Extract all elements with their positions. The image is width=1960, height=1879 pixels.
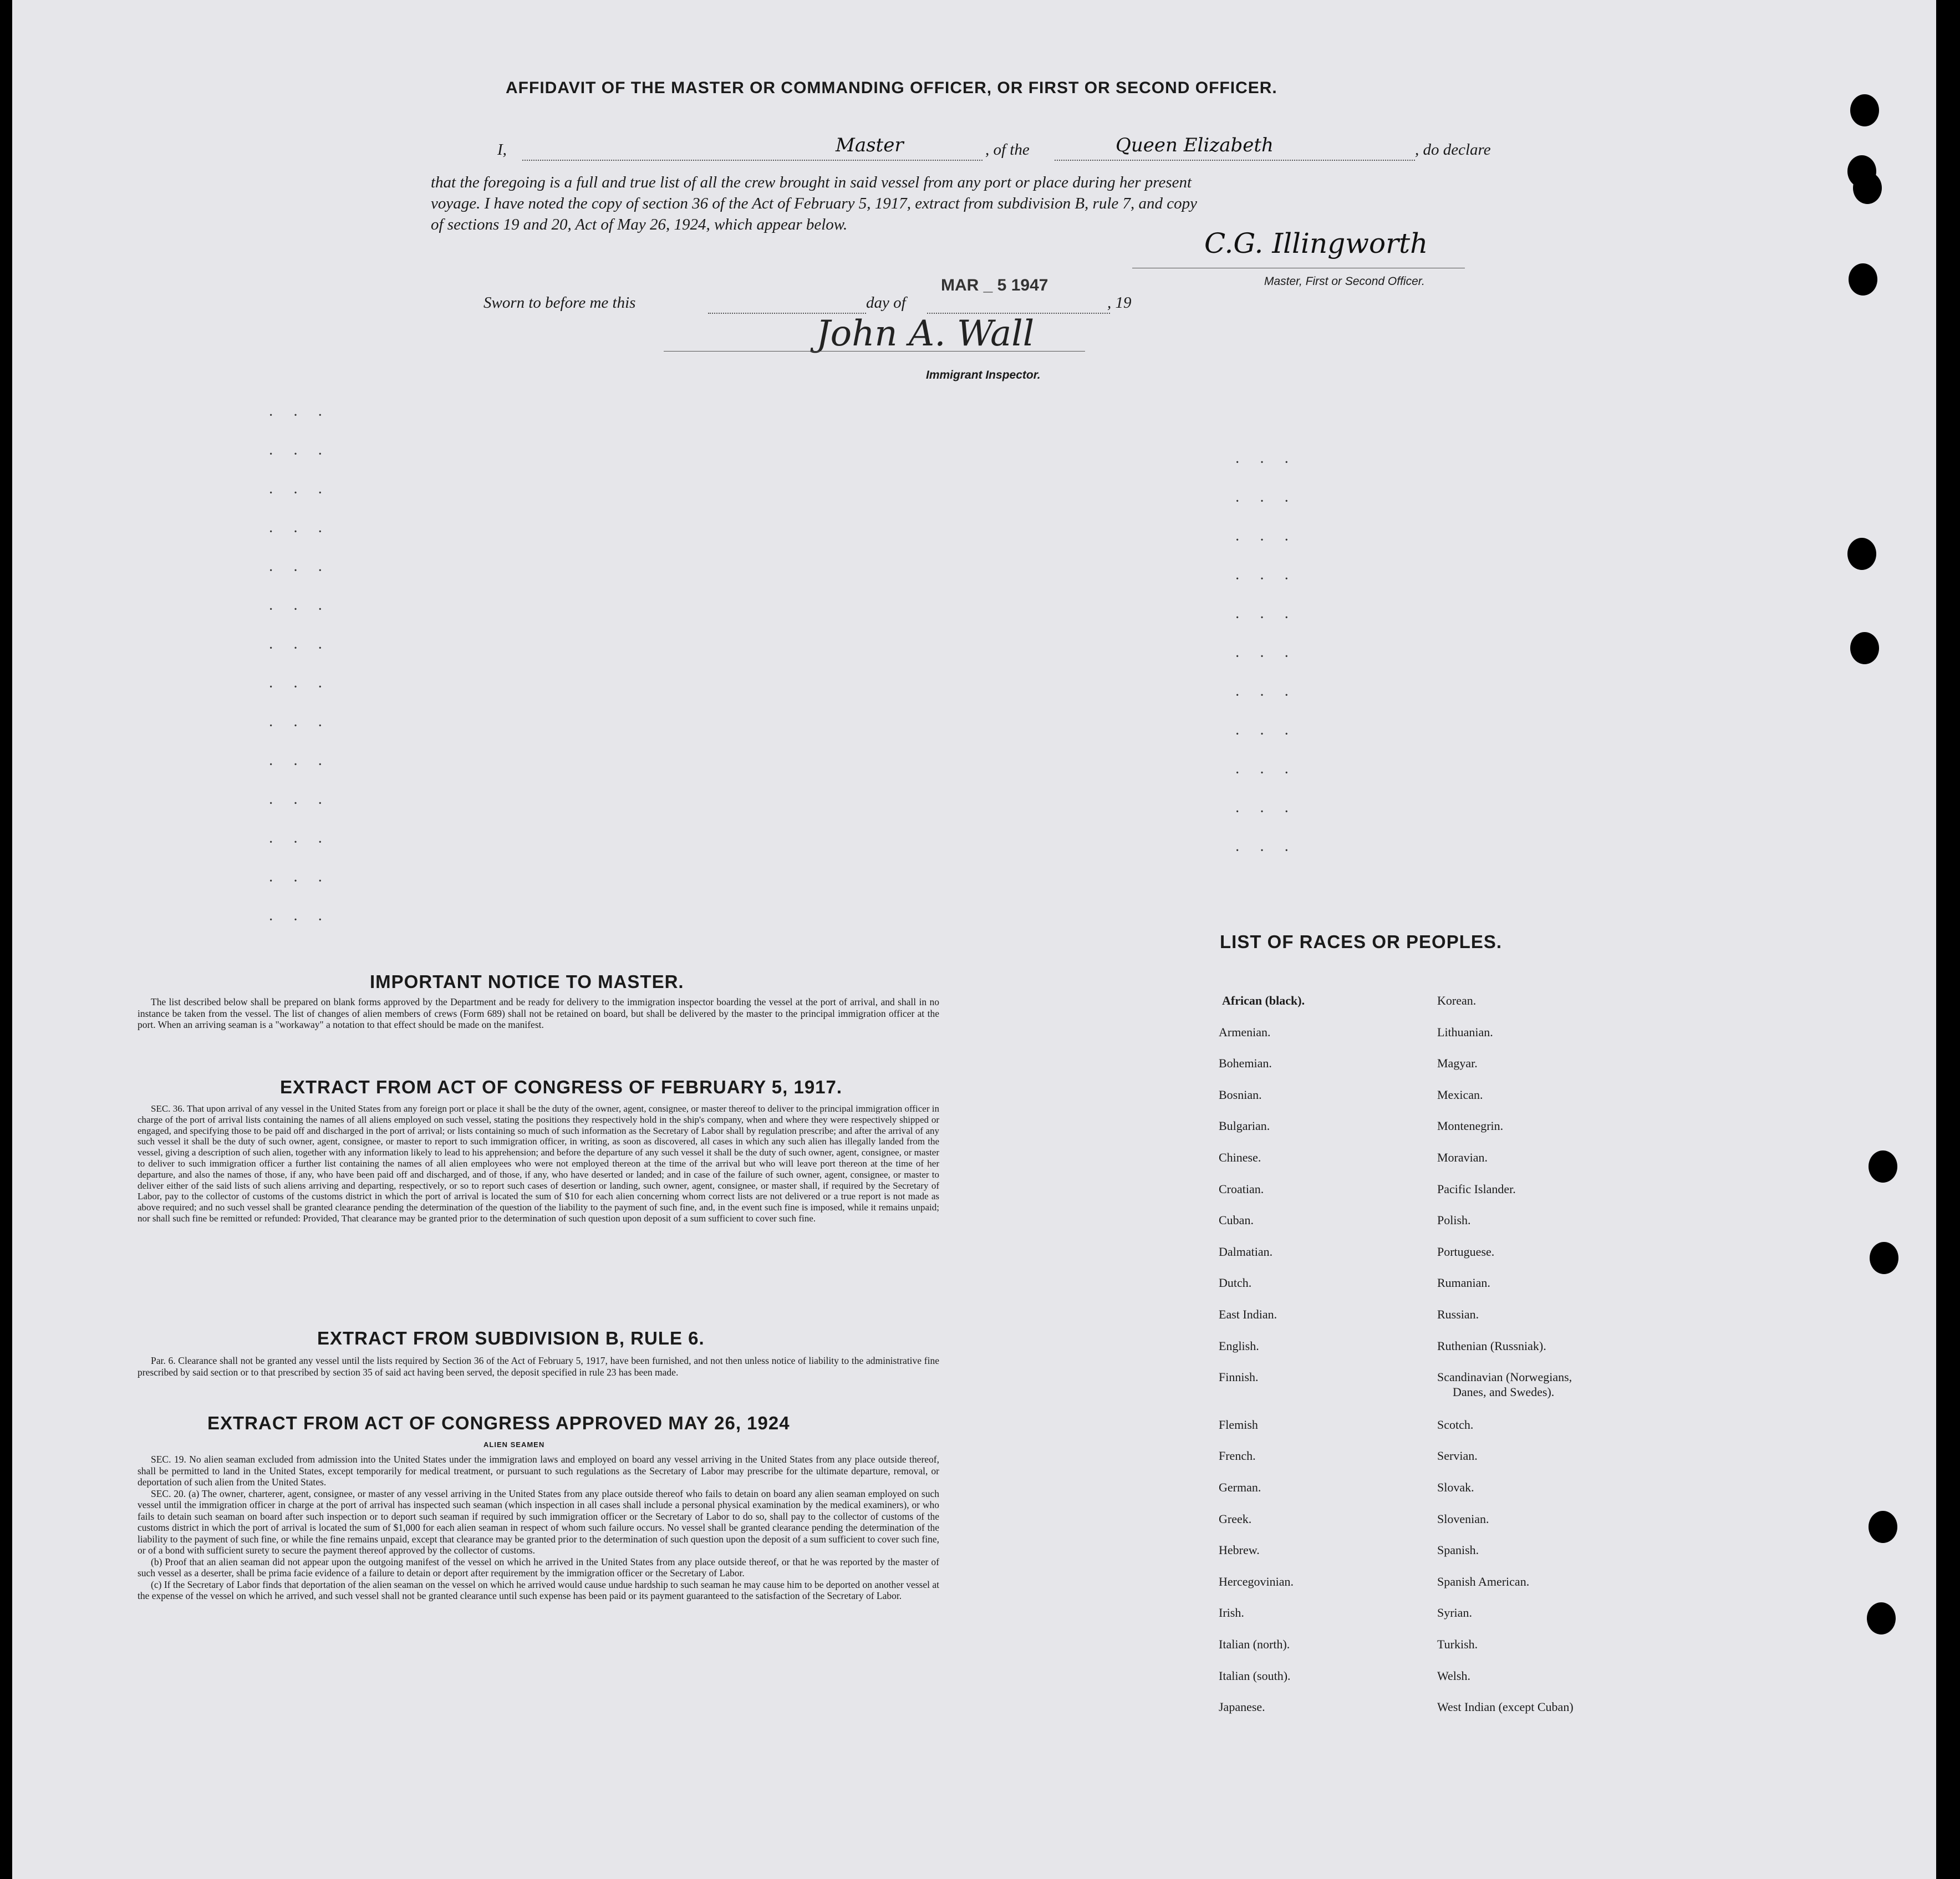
affidavit-line1-suffix: , do declare [1415,141,1491,159]
race-item: Montenegrin. [1437,1119,1504,1133]
race-item: German. [1219,1480,1261,1494]
race-item: Flemish [1219,1417,1258,1432]
punch-hole [1853,172,1882,204]
race-item: Bulgarian. [1219,1119,1270,1133]
rank-field-underline [522,160,982,161]
race-item: Italian (south). [1219,1668,1291,1683]
sworn-prefix: Sworn to before me this [483,294,636,312]
punch-hole [1850,632,1879,664]
extract-1917-text: SEC. 36. That upon arrival of any vessel in the United States from any foreign port or place it shall be the duty of the owner, agent, consignee, or master thereof to deliver to the principal immigration officer in charge of the port of arrival lists containing the names of all aliens employed on such vessel, stating the positions they respectively hold in the ship's company, when and where they were respectively shipped or engaged, and specifying those to be paid off and discharged in the port of arrival; or lists containing so much of such information as the Secretary of Labor shall by regulation prescribe; and after the arrival of any such vessel it shall be the duty of such owner, agent, consignee, or master to report to such immigration officer, in writing, as soon as discovered, all cases in which any such alien has illegally landed from the vessel, giving a description of such alien, together with any information likely to lead to his apprehension; and before the departure of any such vessel it shall be the duty of such owner, agent, consignee, or master to deliver to such immigration officer a further list containing the names of all alien employees who were not employed thereon at the time of the arrival but who will leave port thereon at the time of her departure, and also the names of those, if any, who have been paid off and discharged, and of those, if any, who have deserted or landed; and in case of the failure of such owner, agent, consignee, or master to deliver either of the said lists of such aliens arriving and departing, respectively, or so to report such cases of desertion or landing, such owner, agent, consignee, or master shall, if required by the Secretary of Labor, pay to the collector of customs of the customs district in which the port of arrival is located the sum of $10 for each alien concerning whom correct lists are not delivered or a true report is not made as above required; and no such vessel shall be granted clearance pending the determination of the question of the liability to the payment of such fine, and, in the event such fine is imposed, while it remains unpaid; nor shall such fine be remitted or refunded: Provided, That clearance may be granted prior to the determination of such question upon deposit of a sum sufficient to cover such fine. [138,1103,939,1224]
race-item: Portuguese. [1437,1244,1495,1259]
race-item: Korean. [1437,994,1477,1007]
inspector-signature-line [664,351,1085,352]
races-left-column [1209,994,1430,1725]
subdivision-b-title: EXTRACT FROM SUBDIVISION B, RULE 6. [317,1328,705,1348]
race-item: Spanish. [1437,1543,1479,1557]
race-item: Croatian. [1219,1182,1264,1196]
race-item: Dutch. [1219,1276,1252,1290]
races-right-column [1424,994,1757,1725]
extract-1924-subtitle: ALIEN SEAMEN [483,1440,545,1449]
race-item: Cuban. [1219,1213,1254,1228]
punch-hole [1850,94,1879,126]
race-item: Slovenian. [1437,1511,1489,1526]
race-item: Moravian. [1437,1150,1488,1164]
affidavit-body-line: of sections 19 and 20, Act of May 26, 1924, which appear below. [431,216,848,233]
race-item: Dalmatian. [1219,1244,1273,1259]
race-item: Chinese. [1219,1150,1261,1164]
sec-20b-text: (b) Proof that an alien seaman did not appear upon the outgoing manifest of the vessel on which he arrived in the United States from any place outside thereof, or that he was reported by the master of such vessel as a deserter, shall be prima facie evidence of a failure to detain or deport after requirement by the immigration officer or the Secretary of Labor. [138,1556,939,1578]
rank-field: Master [836,134,904,156]
sec-20c-text: (c) If the Secretary of Labor finds that deportation of the alien seaman on the vessel on which he arrived would cause undue hardship to such seaman he may cause him to be deported on another vessel at the expense of the vessel on which he arrived, and such vessel shall not be granted clearance until such expense has been paid or its payment guaranteed to the satisfaction of the Secretary of Labor. [138,1578,939,1601]
race-item: Bosnian. [1219,1087,1262,1102]
race-item: West Indian (except Cuban) [1437,1700,1574,1714]
race-item: French. [1219,1449,1256,1463]
race-item: Scotch. [1437,1417,1474,1432]
master-signature: C.G. Illingworth [1204,227,1428,259]
race-item: Polish. [1437,1213,1471,1228]
vessel-name-field: Queen Elizabeth [1116,134,1274,156]
race-item: Italian (north). [1219,1637,1290,1651]
race-item: Magyar. [1437,1056,1478,1071]
race-item: Lithuanian. [1437,1025,1493,1039]
race-item: Finnish. [1219,1370,1259,1384]
race-item: Armenian. [1219,1025,1271,1039]
race-item: Servian. [1437,1449,1478,1463]
punch-hole [1870,1242,1898,1274]
race-item: Bohemian. [1219,1056,1272,1071]
punch-hole [1847,538,1876,570]
date-stamp: MAR _ 5 1947 [941,276,1048,294]
master-caption: Master, First or Second Officer. [1264,275,1425,288]
affidavit-line1-prefix: I, [497,141,507,159]
affidavit-line1 [497,134,1512,169]
races-title: LIST OF RACES OR PEOPLES. [1220,931,1503,952]
race-item: Turkish. [1437,1637,1478,1651]
race-item: Scandinavian (Norwegians, [1437,1370,1572,1384]
race-item: Russian. [1437,1307,1479,1321]
sec-20a-text: SEC. 20. (a) The owner, charterer, agent, consignee, or master of any vessel arriving in the United States from any place outside thereof who fails to detain on board any alien seaman employed on such vessel until the immigration officer in charge at the port of arrival has inspected such seaman (which inspection in all cases shall include a personal physical examination by the medical examiners), or who fails to detain such seaman on board after such inspection or to deport such seaman if required by such immigration officer or the Secretary of Labor to do so, shall pay to the collector of customs of the customs district in which the port of arrival is located the sum of $1,000 for each alien seaman in respect of whom such failure occurs. No vessel shall be granted clearance pending the determination of the liability to the payment of such fine, or while the fine remains unpaid, except that clearance may be granted prior to the determination of such question upon the deposit of a sum sufficient to cover such fine, or of a bond with sufficient surety to secure the payment thereof approved by the collector of customs. [138,1488,939,1556]
affidavit-body [431,172,1197,235]
punch-hole [1869,1150,1897,1183]
race-item: African (black). [1222,994,1305,1007]
sworn-day-label: day of [866,294,906,312]
extract-1924-body [138,1454,939,1602]
race-item: Japanese. [1219,1700,1265,1714]
race-item: Irish. [1219,1606,1244,1620]
race-item: Spanish American. [1437,1574,1530,1588]
inspector-signature: John A. Wall [816,313,1035,354]
race-item: English. [1219,1338,1259,1353]
race-item: Greek. [1219,1511,1252,1526]
race-item: Welsh. [1437,1668,1470,1683]
race-item: Mexican. [1437,1087,1483,1102]
race-item: Ruthenian (Russniak). [1437,1338,1546,1353]
sec-19-text: SEC. 19. No alien seaman excluded from admission into the United States under the immigration laws and employed on board any vessel arriving in the United States from any place outside thereof, shall be permitted to land in the United States, except temporarily for medical treatment, or pursuant to such regulations as the Secretary of Labor may prescribe for the ultimate departure, removal, or deportation of such alien from the United States. [138,1454,939,1488]
affidavit-line1-mid: , of the [985,141,1030,159]
race-item: Slovak. [1437,1480,1474,1494]
race-item: Pacific Islander. [1437,1182,1516,1196]
notice-title: IMPORTANT NOTICE TO MASTER. [370,971,684,992]
punch-hole [1867,1602,1896,1634]
affidavit-title: AFFIDAVIT OF THE MASTER OR COMMANDING OFFICER, OR FIRST OR SECOND OFFICER. [506,79,1277,97]
extract-1917-title: EXTRACT FROM ACT OF CONGRESS OF FEBRUARY 5, 1917. [280,1077,843,1097]
dotted-marks: · · · · · · · · · · · · · · · · · · · · · · · · · · · · · · · · · · · · · · · · · · [268,407,330,929]
race-item: East Indian. [1219,1307,1277,1321]
affidavit-body-line: voyage. I have noted the copy of section 36 of the Act of February 5, 1917, extract from subdivision B, rule 7, and copy [431,195,1198,212]
race-item: Rumanian. [1437,1276,1490,1290]
vessel-field-underline [1055,160,1415,161]
document-page [12,0,1936,1879]
punch-hole [1869,1511,1897,1543]
notice-text: The list described below shall be prepared on blank forms approved by the Department and be ready for delivery to the immigration inspector boarding the vessel at the port of arrival, and shall in no instance be taken from the vessel. The list of changes of alien members of crews (Form 689) shall not be retained on board, but shall be delivered by the master to the principal immigration officer at the port. When an arriving seaman is a "workaway" a notation to that effect should be made on the manifest. [138,996,939,1030]
inspector-caption: Immigrant Inspector. [926,369,1041,381]
race-item: Syrian. [1437,1606,1472,1620]
subdivision-b-text: Par. 6. Clearance shall not be granted any vessel until the lists required by Section 36 of the Act of February 5, 1917, have been furnished, and not then unless notice of liability to the administrative fine prescribed by said section or to that prescribed by section 35 of said act having been served, the deposit specified in rule 23 has been made. [138,1355,939,1378]
sworn-year: , 19 [1107,294,1132,312]
race-item-continuation: Danes, and Swedes). [1453,1385,1555,1399]
dotted-marks: · · · · · · · · · · · · · · · · · · · · · · · · · · · · · · · · · [1235,454,1297,859]
extract-1924-title: EXTRACT FROM ACT OF CONGRESS APPROVED MAY 26, 1924 [207,1413,790,1433]
affidavit-body-line: that the foregoing is a full and true list of all the crew brought in said vessel from any port or place during her present [431,174,1192,191]
race-item: Hercegovinian. [1219,1574,1294,1588]
punch-hole [1849,263,1877,296]
race-item: Hebrew. [1219,1543,1260,1557]
